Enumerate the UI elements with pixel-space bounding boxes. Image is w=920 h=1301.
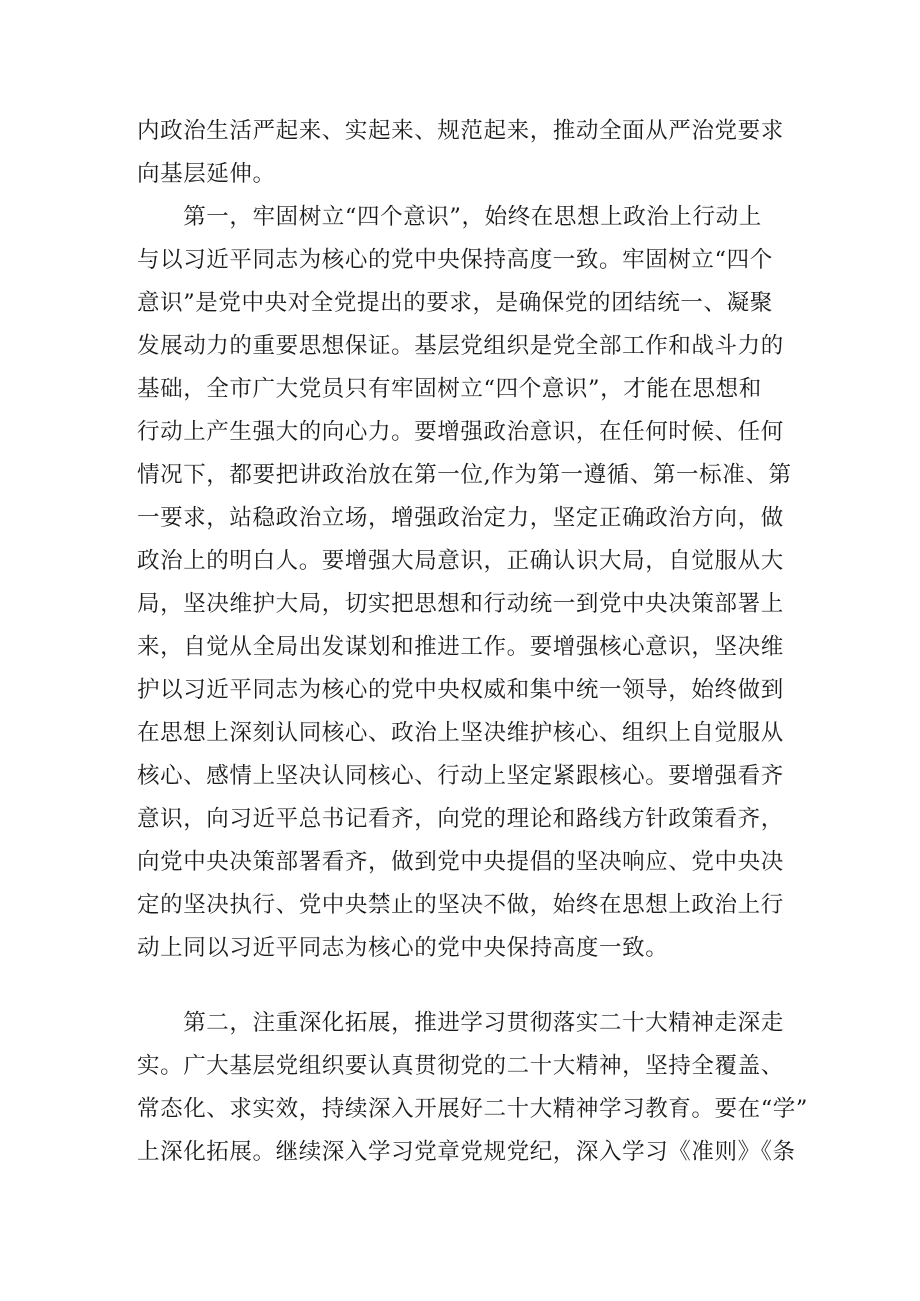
text-line: 动上同以习近平同志为核心的党中央保持高度一致。 — [137, 935, 669, 961]
text-line: 定的坚决执行、党中央禁止的坚决不做，始终在思想上政治上行 — [137, 892, 784, 918]
text-line: 第二，注重深化拓展，推进学习贯彻落实二十大精神走深走 — [137, 1010, 784, 1036]
text-line: 基础，全市广大党员只有牢固树立“四个意识”，才能在思想和 — [137, 376, 762, 402]
text-line: 核心、感情上坚决认同核心、行动上坚定紧跟核心。要增强看齐 — [137, 763, 784, 789]
text-line: 护以习近平同志为核心的党中央权威和集中统一领导，始终做到 — [137, 677, 784, 703]
text-line: 情况下，都要把讲政治放在第一位,作为第一遵循、第一标准、第 — [137, 462, 792, 488]
text-line: 意识，向习近平总书记看齐，向党的理论和路线方针政策看齐， — [137, 806, 784, 832]
text-line: 向基层延伸。 — [137, 161, 276, 187]
text-line: 一要求，站稳政治立场，增强政治定力，坚定正确政治方向，做 — [137, 505, 784, 531]
text-line: 意识”是党中央对全党提出的要求，是确保党的团结统一、凝聚 — [137, 290, 773, 316]
text-line: 在思想上深刻认同核心、政治上坚决维护核心、组织上自觉服从 — [137, 720, 784, 746]
text-line: 发展动力的重要思想保证。基层党组织是党全部工作和战斗力的 — [137, 333, 784, 359]
text-line: 来，自觉从全局出发谋划和推进工作。要增强核心意识，坚决维 — [137, 634, 784, 660]
text-line: 常态化、求实效，持续深入开展好二十大精神学习教育。要在“学” — [137, 1096, 809, 1122]
text-line: 内政治生活严起来、实起来、规范起来，推动全面从严治党要求 — [137, 118, 784, 144]
text-line: 上深化拓展。继续深入学习党章党规党纪，深入学习《准则》《条 — [137, 1139, 796, 1165]
text-line: 向党中央决策部署看齐，做到党中央提倡的坚决响应、党中央决 — [137, 849, 784, 875]
text-line: 政治上的明白人。要增强大局意识，正确认识大局，自觉服从大 — [137, 548, 784, 574]
text-line: 行动上产生强大的向心力。要增强政治意识，在任何时候、任何 — [137, 419, 784, 445]
text-line: 实。广大基层党组织要认真贯彻党的二十大精神，坚持全覆盖、 — [137, 1053, 784, 1079]
text-line: 局，坚决维护大局，切实把思想和行动统一到党中央决策部署上 — [137, 591, 784, 617]
text-line: 第一，牢固树立“四个意识”，始终在思想上政治上行动上 — [137, 204, 762, 230]
text-line: 与以习近平同志为核心的党中央保持高度一致。牢固树立“四个 — [137, 247, 773, 273]
